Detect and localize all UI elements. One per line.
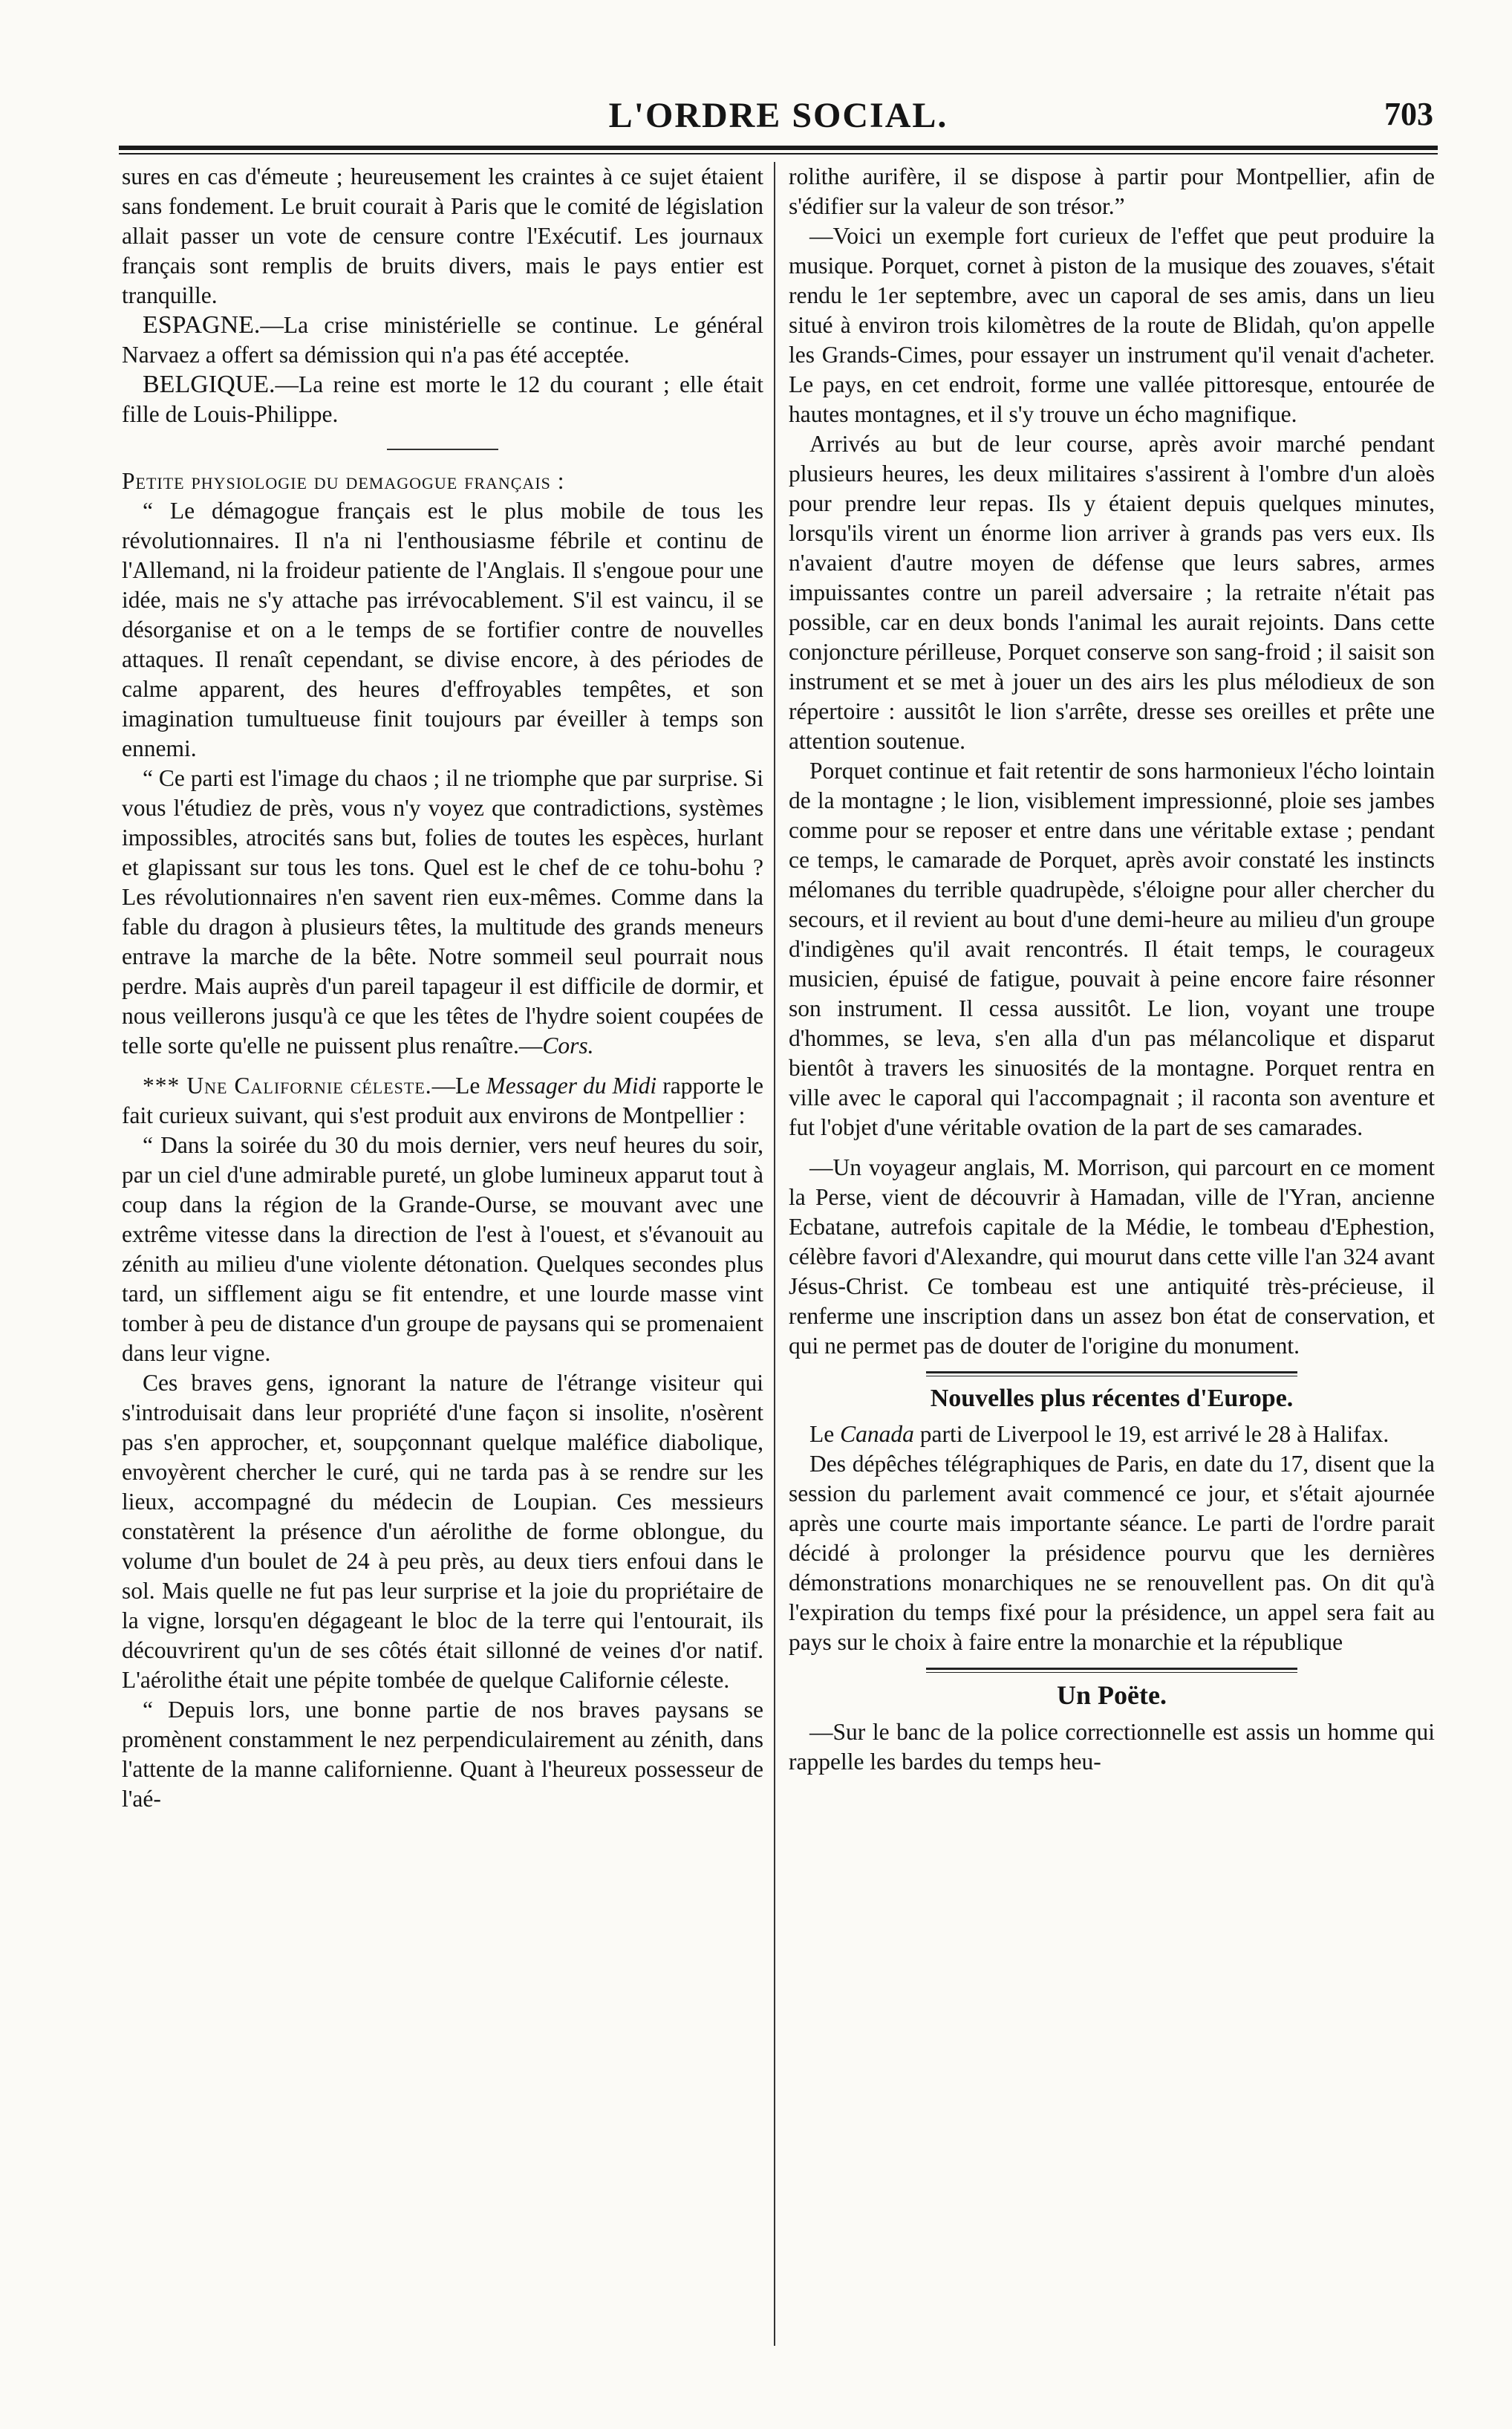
physiologie-heading: Petite physiologie du demagogue français : (122, 468, 565, 494)
section-rule-2 (926, 1668, 1297, 1673)
spacer (122, 1061, 763, 1071)
page-number: 703 (1384, 96, 1433, 132)
header-rule-thick (119, 146, 1438, 150)
aerolithe-continuation: rolithe aurifère, il se dispose à partir pour Montpellier, afin de s'édifier sur la valeur de son trésor.” (789, 163, 1435, 219)
espagne-label: ESPAGNE. (143, 311, 261, 339)
poete-heading: Un Poëte. (1057, 1680, 1167, 1710)
californie-intro (122, 1071, 763, 1131)
canada-paragraph (789, 1420, 1435, 1449)
canada-ship: Canada (840, 1421, 914, 1447)
californie-paragraph-3: “ Depuis lors, une bonne partie de nos braves paysans se promènent constamment le nez perpendiculairement au zénith, dans l'attente de la manne californienne. Quant à l'heureux possesseur de l'aé- (122, 1697, 763, 1812)
physiologie-paragraph-1: “ Le démagogue français est le plus mobile de tous les révolutionnaires. Il n'a ni l'enthousiasme fébrile et continu de l'Allemand, ni la froideur patiente de l'Anglais. Il s'engoue pour une idée, mais ne s'y attache pas irrévocablement. S'il est vaincu, il se désorganise et on a le temps de se fortifier contre de nouvelles attaques. Il renaît cependant, se divise encore, à des périodes de calme apparent, des heures d'effroyables tempêtes, et son imagination tumultueuse finit toujours par éveiller à temps son ennemi. (122, 498, 763, 761)
belgique-paragraph (122, 370, 763, 429)
nouvelles-heading: Nouvelles plus récentes d'Europe. (930, 1385, 1294, 1412)
physiologie-text-2: “ Ce parti est l'image du chaos ; il ne triomphe que par surprise. Si vous l'étudiez de près, vous n'y voyez que contradictions, systèmes impossibles, atrocités sans but, folies de toutes les espèces, hurlant et glapissant sur tous les tons. Quel est le chef de ce tohu-bohu ? Les révolutionnaires n'en savent rien eux-mêmes. Comme dans la fable du dragon à plusieurs têtes, la multitude des grands meneurs entrave la marche de la bête. Notre sommeil seul pourrait nous perdre. Mais auprès d'un pareil tapageur il est difficile de dormir, et nous veillerons jusqu'à ce que les têtes de l'hydre soient coupées de telle sorte qu'elle ne puissent plus renaître.— (122, 765, 763, 1059)
depeches-paragraph: Des dépêches télégraphiques de Paris, en date du 17, disent que la session du parlement avait commencé ce jour, et s'était ajournée après une courte mais importante séance. Le parti de l'ordre parait décidé à prolonger la présidence pourvu que les dernières démonstrations monarchiques ne se renouvellent pas. On dit qu'à l'expiration du temps fixé pour la présidence, un appel sera fait au pays sur le choix à faire entre la monarchie et la république (789, 1451, 1435, 1655)
californie-paragraph-2: Ces braves gens, ignorant la nature de l'étrange visiteur qui s'introduisait dans leur propriété d'une façon si insolite, n'osèrent pas s'en approcher, et, soupçonnant quelque maléfice diabolique, envoyèrent chercher le curé, qui ne tarda pas à se rendre sur les lieux, accompagné du médecin de Loupian. Ces messieurs constatèrent la présence d'un aérolithe de forme oblongue, du volume d'un boulet de 24 à peu près, au deux tiers enfoui dans le sol. Mais quelle ne fut pas leur surprise et la joie du propriétaire de la vigne, lorsqu'en dégageant le bloc de la terre qui l'entourait, ils découvrirent qu'un de ses côtés était sillonné de veines d'or natif. L'aérolithe était une pépite tombée de quelque Californie céleste. (122, 1370, 763, 1693)
californie-lead: *** Une Californie céleste. (143, 1073, 432, 1099)
column-divider (774, 162, 775, 2346)
poete-paragraph: —Sur le banc de la police correctionnelle est assis un homme qui rappelle les bardes du temps heu- (789, 1719, 1435, 1775)
morrison-paragraph: —Un voyageur anglais, M. Morrison, qui parcourt en ce moment la Perse, vient de découvrir à Hamadan, ville de l'Yran, ancienne Ecbatane, autrefois capitale de la Médie, le tombeau d'Ephestion, célèbre favori d'Alexandre, qui mourut dans cette ville l'an 324 avant Jésus-Christ. Ce tombeau est une antiquité très-précieuse, il renferme une inscription dans un assez bon état de conservation, et qui ne permet pas de douter de l'origine du monument. (789, 1154, 1435, 1359)
espagne-text: —La crise ministérielle se continue. Le général Narvaez a offert sa démission qui n'a pas été acceptée. (122, 312, 763, 368)
belgique-label: BELGIQUE. (143, 371, 276, 398)
porquet-paragraph-2: Arrivés au but de leur course, après avoir marché pendant plusieurs heures, les deux militaires s'assirent à l'ombre d'un aloès pour prendre leur repas. Ils y étaient depuis quelques minutes, lorsqu'ils virent un énorme lion arriver à grands pas vers eux. Ils n'avaient d'autre moyen de défense que leurs sabres, armes impuissantes contre un pareil adversaire ; la retraite n'était pas possible, car en deux bonds l'animal les aurait rejoints. Dans cette conjoncture périlleuse, Porquet conserve son sang-froid ; il saisit son instrument et se met à jouer un des airs les plus mélodieux de son répertoire : aussitôt le lion s'arrête, dresse ses oreilles et prête une attention soutenue. (789, 431, 1435, 754)
belgique-text: —La reine est morte le 12 du courant ; elle était fille de Louis-Philippe. (122, 371, 763, 427)
right-column (789, 162, 1435, 2361)
separator-rule (387, 449, 498, 450)
espagne-paragraph (122, 310, 763, 370)
canada-text-b: parti de Liverpool le 19, est arrivé le 28 à Halifax. (913, 1421, 1389, 1447)
porquet-paragraph-3: Porquet continue et fait retentir de sons harmonieux l'écho lointain de la montagne ; le lion, visiblement impressionné, ploie ses jambes comme pour se reposer et entre dans une véritable extase ; pendant ce temps, le camarade de Porquet, après avoir constaté les instincts mélomanes du terrible quadrupède, s'éloigne pour aller chercher du secours, et il revient au bout d'une demi-heure au milieu d'un groupe d'indigènes qu'il avait rencontrés. Il était temps, le courageux musicien, épuisé de fatigue, pouvait à peine encore faire résonner son instrument. Il cessa aussitôt. Le lion, voyant une troupe d'hommes, se leva, s'en alla d'un pas mélancolique et disparut bientôt à travers les sinuosités de la montagne. Porquet rentra en ville avec le caporal qui l'accompagnait ; il raconta son aventure et fut l'objet d'une véritable ovation de la part de ses camarades. (789, 758, 1435, 1140)
left-column (122, 162, 763, 2361)
californie-intro-b: rapporte le fait curieux suivant, qui s'est produit aux environs de Montpellier : (122, 1073, 763, 1128)
header-rule-thin (119, 153, 1438, 155)
physiologie-paragraph-2 (122, 764, 763, 1061)
physiologie-signature: Cors. (542, 1033, 594, 1059)
porquet-paragraph-1: —Voici un exemple fort curieux de l'effet que peut produire la musique. Porquet, cornet à piston de la musique des zouaves, s'était rendu le 1er septembre, avec un caporal de ses amis, dans un lieu situé à environ trois kilomètres de la route de Blidah, qu'on appelle les Grands-Cimes, pour essayer un instrument qu'il venait d'acheter. Le pays, en cet endroit, forme une vallée pittoresque, entourée de hautes montagnes, et il s'y trouve un écho magnifique. (789, 223, 1435, 427)
intro-paragraph: sures en cas d'émeute ; heureusement les craintes à ce sujet étaient sans fondement. Le bruit courait à Paris que le comité de législation allait passer un vote de censure contre l'Exécutif. Les journaux français sont remplis de bruits divers, mais le pays entier est tranquille. (122, 163, 763, 308)
canada-text-a: Le (809, 1421, 841, 1447)
californie-source: Messager du Midi (486, 1073, 657, 1099)
section-rule (926, 1371, 1297, 1376)
californie-paragraph-1: “ Dans la soirée du 30 du mois dernier, vers neuf heures du soir, par un ciel d'une admirable pureté, un globe lumineux apparut tout à coup dans la région de la Grande-Ourse, se mouvant avec une extrême vitesse dans la direction de l'est à l'ouest, et s'évanouit au zénith au milieu d'une violente détonation. Quelques secondes plus tard, un sifflement aigu se fit entendre, et une lourde masse vint tomber à peu de distance d'un groupe de paysans qui se promenaient dans leur vigne. (122, 1132, 763, 1366)
spacer (789, 1142, 1435, 1153)
page-header (119, 89, 1438, 149)
journal-title: L'ORDRE SOCIAL. (608, 96, 948, 135)
californie-intro-a: —Le (431, 1073, 486, 1099)
